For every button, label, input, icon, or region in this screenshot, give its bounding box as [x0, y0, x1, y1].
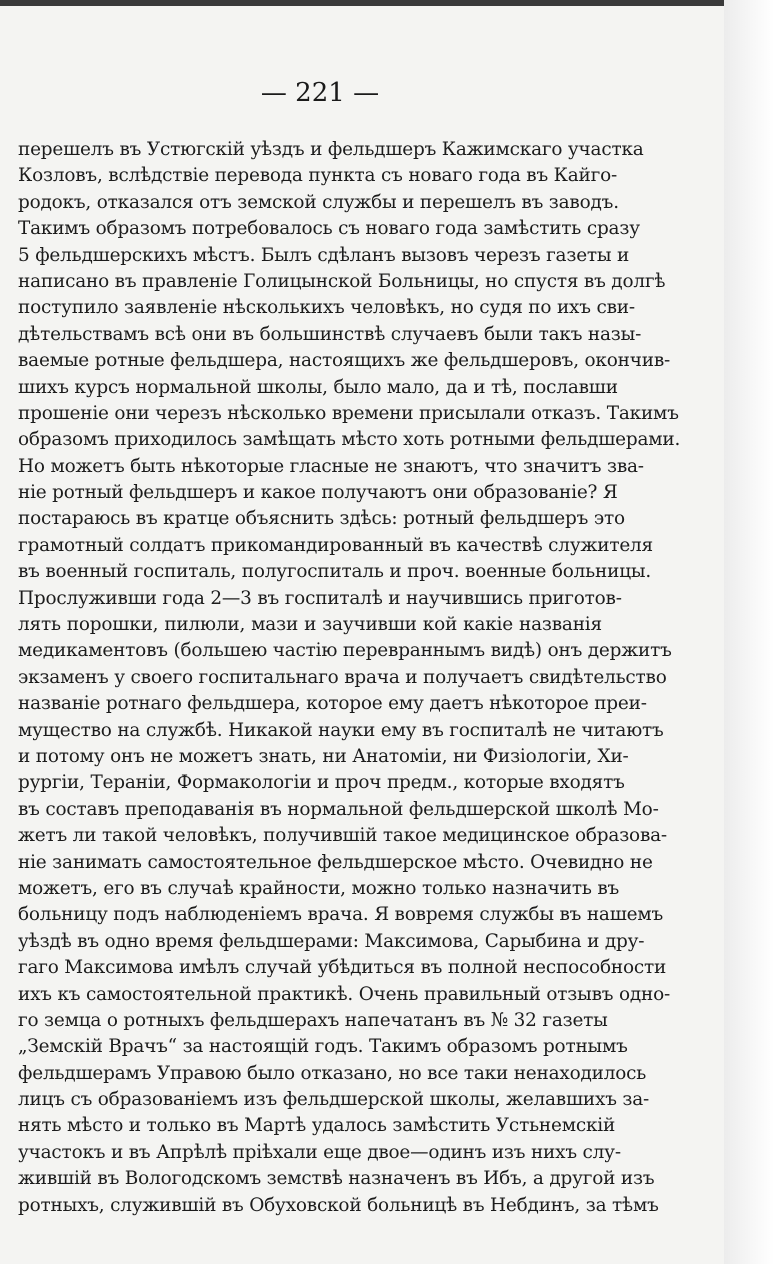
- text-line: въ составъ преподаванія въ нормальной фельдшерской школѣ Мо-: [18, 797, 659, 820]
- text-line: лять порошки, пилюли, мази и заучивши кой какіе названія: [18, 613, 602, 636]
- text-line: медикаментовъ (большею частію перевраннымъ видѣ) онъ держитъ: [18, 639, 672, 662]
- text-line: дѣтельствамъ всѣ они въ большинствѣ случаевъ были такъ назы-: [18, 322, 642, 345]
- text-line: мущество на службѣ. Никакой науки ему въ госпиталѣ не читаютъ: [18, 718, 664, 741]
- text-line: ваемые ротные фельдшера, настоящихъ же фельдшеровъ, окончив-: [18, 349, 671, 372]
- text-line: уѣздѣ въ одно время фельдшерами: Максимова, Сарыбина и дру-: [18, 929, 645, 952]
- text-line: написано въ правленіе Голицынской Больницы, но спустя въ долгѣ: [18, 269, 666, 292]
- text-line: фельдшерамъ Управою было отказано, но все таки ненаходилось: [18, 1061, 647, 1084]
- text-line: и потому онъ не можетъ знать, ни Анатоміи, ни Физіологіи, Хи-: [18, 744, 629, 767]
- text-line: ніе ротный фельдшеръ и какое получаютъ они образованіе? Я: [18, 481, 618, 504]
- text-line: 5 фельдшерскихъ мѣстъ. Былъ сдѣланъ вызовъ черезъ газеты и: [18, 243, 630, 266]
- text-line: ніе занимать самостоятельное фельдшерское мѣсто. Очевидно не: [18, 850, 653, 873]
- text-line: родокъ, отказался отъ земской службы и перешелъ въ заводъ.: [18, 190, 619, 213]
- text-line: поступило заявленіе нѣсколькихъ человѣкъ, но судя по ихъ сви-: [18, 296, 635, 319]
- text-line: названіе ротнаго фельдшера, которое ему даетъ нѣкоторое преи-: [18, 692, 647, 715]
- text-line: Такимъ образомъ потребовалось съ новаго года замѣстить сразу: [18, 217, 640, 240]
- text-line: рургіи, Тераніи, Формакологіи и проч предм., которые входятъ: [18, 771, 625, 794]
- text-line: шихъ курсъ нормальной школы, было мало, да и тѣ, пославши: [18, 375, 618, 398]
- text-line: прошеніе они черезъ нѣсколько времени присылали отказъ. Такимъ: [18, 401, 679, 424]
- text-line: образомъ приходилось замѣщать мѣсто хоть ротными фельдшерами.: [18, 428, 681, 451]
- text-line: грамотный солдатъ прикомандированный въ качествѣ служителя: [18, 533, 653, 556]
- text-line: Козловъ, вслѣдствіе перевода пункта съ новаго года въ Кайго-: [18, 164, 618, 187]
- text-line: экзаменъ у своего госпитальнаго врача и получаетъ свидѣтельство: [18, 665, 667, 688]
- text-line: го земца о ротныхъ фельдшерахъ напечатанъ въ № 32 газеты: [18, 1008, 608, 1031]
- text-line: въ военный госпиталь, полугоспиталь и проч. военные больницы.: [18, 560, 652, 583]
- text-line: Но можетъ быть нѣкоторые гласные не знаютъ, что значитъ зва-: [18, 454, 644, 477]
- text-line: участокъ и въ Апрѣлѣ пріѣхали еще двое—одинъ изъ нихъ слу-: [18, 1140, 621, 1163]
- page-body-text: [18, 136, 681, 1218]
- scan-right-margin: [724, 0, 774, 1264]
- text-line: жившій въ Вологодскомъ земствѣ назначенъ въ Ибъ, а другой изъ: [18, 1167, 655, 1190]
- text-line: жетъ ли такой человѣкъ, получившій такое медицинское образова-: [18, 824, 667, 847]
- text-line: лицъ съ образованіемъ изъ фельдшерской школы, желавшихъ за-: [18, 1088, 650, 1111]
- book-page: [0, 6, 724, 1264]
- page-number: — 221 —: [260, 78, 380, 108]
- text-line: Прослуживши года 2—3 въ госпиталѣ и научившись приготов-: [18, 586, 622, 609]
- text-line: можетъ, его въ случаѣ крайности, можно только назначить въ: [18, 876, 620, 899]
- text-line: больницу подъ наблюденіемъ врача. Я вовремя службы въ нашемъ: [18, 903, 664, 926]
- text-line: „Земскій Врачъ“ за настоящій годъ. Такимъ образомъ ротнымъ: [18, 1035, 628, 1058]
- text-line: ротныхъ, служившій въ Обуховской больницѣ въ Небдинъ, за тѣмъ: [18, 1193, 659, 1216]
- text-line: ихъ къ самостоятельной практикѣ. Очень правильный отзывъ одно-: [18, 982, 671, 1005]
- text-line: постараюсь въ кратце объяснить здѣсь: ротный фельдшеръ это: [18, 507, 625, 530]
- text-line: гаго Максимова имѣлъ случай убѣдиться въ полной неспособности: [18, 956, 667, 979]
- text-line: перешелъ въ Устюгскій уѣздъ и фельдшеръ Кажимскаго участка: [18, 138, 644, 160]
- text-line: нять мѣсто и только въ Мартѣ удалось замѣстить Устьнемскій: [18, 1114, 616, 1137]
